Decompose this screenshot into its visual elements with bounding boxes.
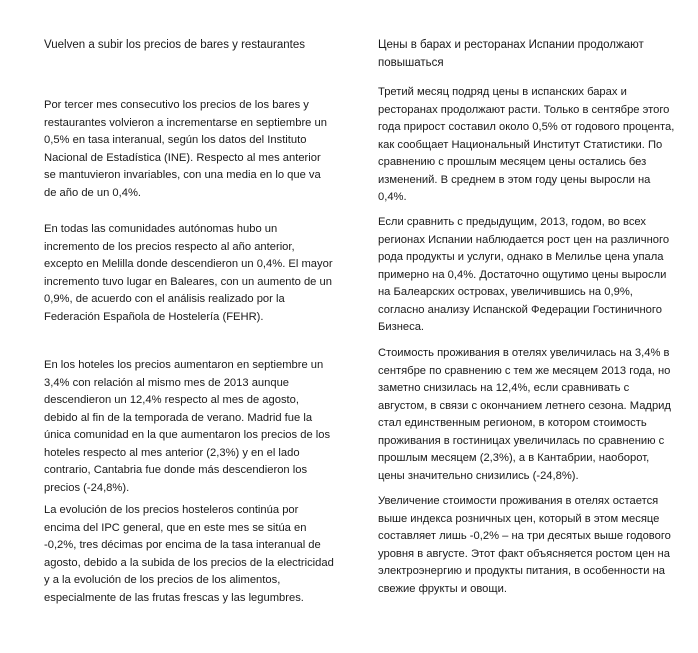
- spanish-paragraph-4: La evolución de los precios hosteleros continúa por encima del IPC general, que en este mes se sitúa en -0,2%, tres décimas por encima de la tasa interanual de agosto, debido a la subida de los precios de la electricidad y a la evolución de los precios de los alimentos, especialmente de las frutas frescas y las legumbres.: [44, 504, 334, 604]
- spanish-paragraph-1: Por tercer mes consecutivo los precios de los bares y restaurantes volvieron a incrementarse en septiembre un 0,5% en tasa interanual, según los datos del Instituto Nacional de Estadística (INE). Respecto al mes anterior se mantuvieron invariables, con una media en lo que va de año de un 0,4%.: [44, 99, 327, 199]
- russian-paragraph-3: Стоимость проживания в отелях увеличилась на 3,4% в сентябре по сравнению с тем же месяцем 2013 года, но заметно снизилась на 12,4%, если сравнивать с августом, в связи с окончанием летнего сезона. Мадрид стал единственным регионом, в котором стоимость проживания в гостиницах увеличилась по сравнению с прошлым месяцем (2,3%), а в Кантабрии, наоборот, цены значительно снизились (-24,8%).: [378, 347, 671, 482]
- spanish-paragraph-3: En los hoteles los precios aumentaron en septiembre un 3,4% con relación al mismo mes de 2013 aunque descendieron un 12,4% respecto al mes de agosto, debido al fin de la temporada de verano. Madrid fue la única comunidad en la que aumentaron los precios de los hoteles respecto al mes anterior (2,3%) y en el lado contrario, Cantabria fue donde más descendieron los precios (-24,8%).: [44, 359, 331, 494]
- russian-title: Цены в барах и ресторанах Испании продолжают повышаться: [378, 39, 644, 69]
- spanish-paragraph-2: En todas las comunidades autónomas hubo un incremento de los precios respecto al año anterior, excepto en Melilla donde descendieron un 0,4%. El mayor incremento tuvo lugar en Baleares, con un aumento de un 0,9%, de acuerdo con el análisis realizado por la Federación Española de Hostelería (FEHR).: [44, 223, 333, 323]
- russian-paragraph-2: Если сравнить с предыдущим, 2013, годом, во всех регионах Испании наблюдается рост цен на различного рода продукты и услуги, однако в Мелилье цена упала примерно на 0,4%. Достаточно ощутимо цены выросли на Балеарских островах, увеличившись на 0,9%, согласно анализу Испанской Федерации Гостиничного Бизнеса.: [378, 216, 670, 333]
- russian-paragraph-4: Увеличение стоимости проживания в отелях остается выше индекса розничных цен, который в этом месяце составляет лишь -0,2% – на три десятых выше годового уровня в августе. Этот факт объясняется ростом цен на электроэнергию и продукты питания, в особенности на свежие фрукты и овощи.: [378, 495, 671, 595]
- russian-paragraph-1: Третий месяц подряд цены в испанских барах и ресторанах продолжают расти. Только в сентябре этого года прирост составил около 0,5% от годового процента, как сообщает Национальный Институт Статистики. По сравнению с прошлым месяцем цены остались без изменений. В среднем в этом году цены выросли на 0,4%.: [378, 86, 675, 203]
- spanish-title: Vuelven a subir los precios de bares y restaurantes: [44, 39, 306, 51]
